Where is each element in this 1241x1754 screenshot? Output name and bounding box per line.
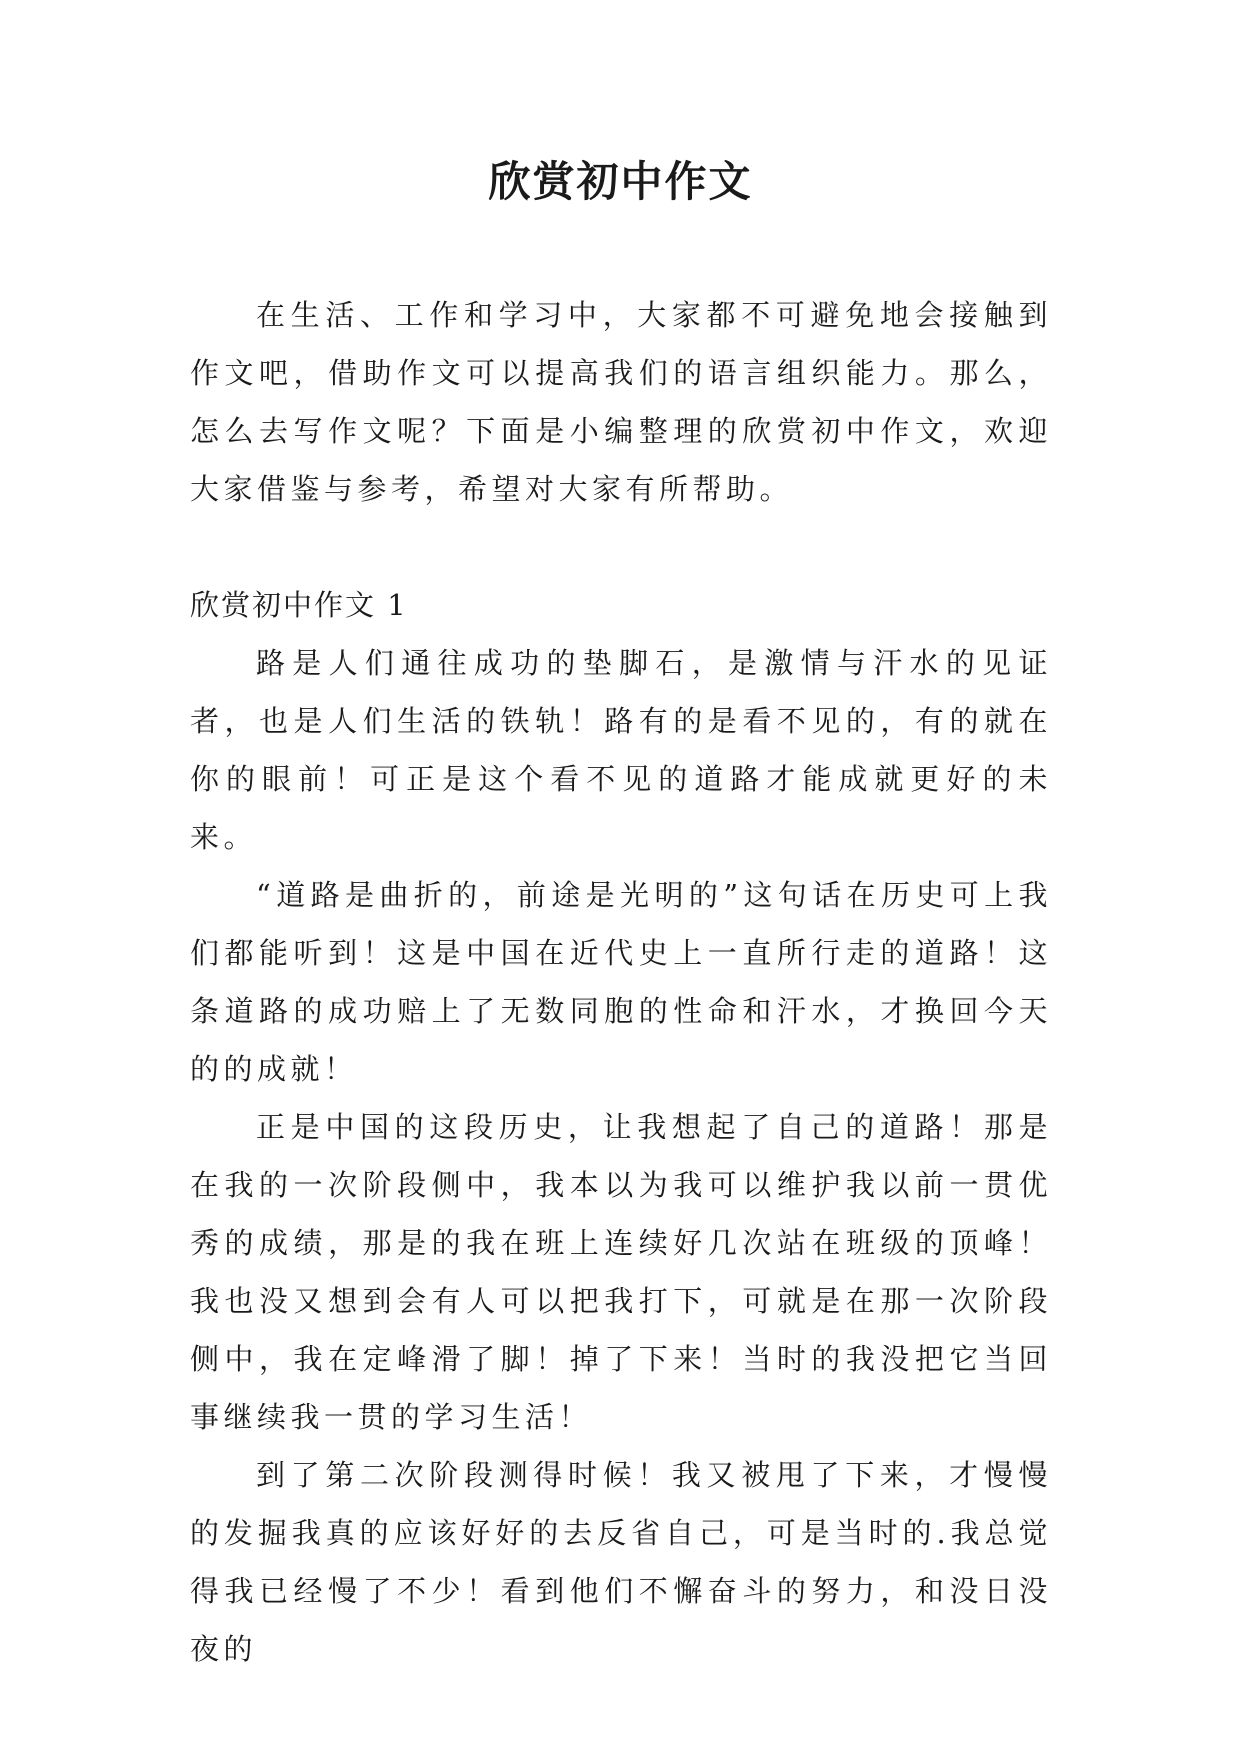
intro-paragraph: 在生活、工作和学习中，大家都不可避免地会接触到作文吧，借助作文可以提高我们的语言组织能力。那么，怎么去写作文呢？下面是小编整理的欣赏初中作文，欢迎大家借鉴与参考，希望对大家有所帮助。	[190, 298, 1052, 506]
body-paragraph: “道路是曲折的，前途是光明的”这句话在历史可上我们都能听到！这是中国在近代史上一直所行走的道路！这条道路的成功赔上了无数同胞的性命和汗水，才换回今天的的成就！	[190, 878, 1052, 1086]
document-title: 欣赏初中作文	[488, 157, 753, 206]
paragraph-spacer	[190, 518, 1052, 576]
body-paragraph: 到了第二次阶段测得时候！我又被甩了下来，才慢慢的发掘我真的应该好好的去反省自己，可是当时的.我总觉得我已经慢了不少！看到他们不懈奋斗的努力，和没日没夜的	[190, 1458, 1052, 1666]
document-body	[190, 286, 1052, 1678]
section-heading: 欣赏初中作文 1	[190, 588, 408, 622]
body-paragraph: 路是人们通往成功的垫脚石，是激情与汗水的见证者，也是人们生活的铁轨！路有的是看不见的，有的就在你的眼前！可正是这个看不见的道路才能成就更好的未来。	[190, 646, 1052, 854]
body-paragraph: 正是中国的这段历史，让我想起了自己的道路！那是在我的一次阶段侧中，我本以为我可以维护我以前一贯优秀的成绩，那是的我在班上连续好几次站在班级的顶峰！我也没又想到会有人可以把我打下，可就是在那一次阶段侧中，我在定峰滑了脚！掉了下来！当时的我没把它当回事继续我一贯的学习生活！	[190, 1110, 1052, 1434]
